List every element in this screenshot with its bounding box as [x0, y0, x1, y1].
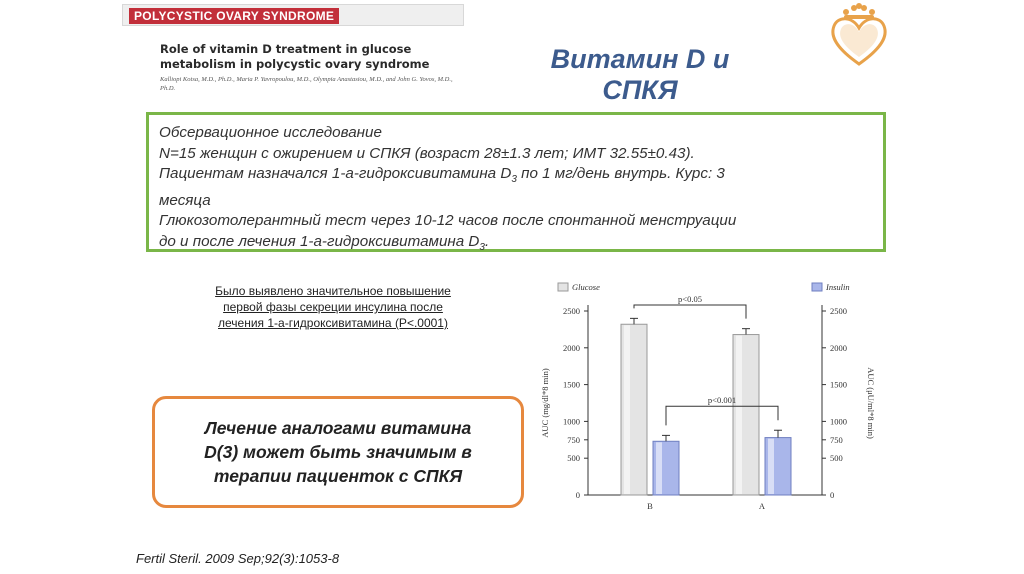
right-tick-label: 0 — [830, 490, 835, 500]
annotation-insulin: p<0.001 — [707, 395, 737, 406]
legend-swatch-insulin — [812, 283, 822, 291]
conclusion-box — [152, 396, 524, 508]
left-tick-label: 0 — [575, 490, 580, 500]
left-tick-label: 500 — [567, 453, 580, 464]
right-tick-label: 1000 — [830, 416, 847, 427]
right-tick-label: 2500 — [830, 306, 847, 316]
category-label: A — [758, 501, 766, 511]
left-tick-label: 2000 — [563, 342, 580, 353]
study-line: до и после лечения 1-а-гидроксивитамина $D_3$. — [159, 232, 490, 253]
left-tick-label: 1500 — [563, 379, 580, 390]
category-label: B — [647, 501, 653, 511]
bar-highlight — [736, 336, 742, 494]
right-tick-label: 1500 — [830, 379, 847, 390]
left-tick-label: 2500 — [563, 306, 580, 316]
study-line: Пациентам назначался 1-а-гидроксивитамина $D_3$ по 1 мг/день внутрь. Курс: 3 — [159, 165, 725, 186]
bar-highlight — [624, 325, 630, 494]
finding-line: лечения 1-а-гидроксивитамина (P<.0001) — [218, 316, 448, 330]
annotation-glucose: p<0.05 — [678, 294, 702, 304]
right-axis-title: AUC (μU/ml*8 min) — [866, 367, 876, 439]
slide-title — [520, 44, 760, 106]
article-title: Role of vitamin D treatment in glucose metabolism in polycystic ovary syndrome — [160, 42, 430, 71]
journal-banner — [122, 4, 464, 26]
slide-title-line2: СПКЯ — [602, 75, 678, 105]
heart-crown-logo-icon — [826, 2, 892, 72]
finding-text — [168, 283, 498, 331]
left-tick-label: 1000 — [563, 416, 580, 427]
bar-highlight — [768, 439, 774, 494]
conclusion-line: терапии пациенток с СПКЯ — [213, 466, 463, 486]
conclusion-line: Лечение аналогами витамина — [204, 418, 472, 438]
chart-svg — [530, 275, 890, 520]
study-line: Глюкозотолерантный тест через 10-12 часов после спонтанной менструации — [159, 212, 737, 230]
study-line: месяца — [159, 191, 211, 209]
legend-swatch-glucose — [558, 283, 568, 291]
right-tick-label: 2000 — [830, 342, 847, 353]
article-authors: Kalliopi Kotsa, M.D., Ph.D., Maria P. Yavropoulou, M.D., Olympia Anastasiou, M.D., and John G. Yovos, M.D., Ph.D. — [160, 76, 453, 92]
right-tick-label: 500 — [830, 453, 843, 464]
legend-label-insulin: Insulin — [826, 282, 850, 292]
auc-bar-chart — [530, 275, 890, 520]
citation: Fertil Steril. 2009 Sep;92(3):1053-8 — [136, 551, 340, 566]
finding-line: Было выявлено значительное повышение — [215, 284, 451, 298]
bracket-glucose — [634, 305, 746, 319]
bar-highlight — [656, 442, 662, 494]
legend-label-glucose: Glucose — [572, 282, 600, 292]
study-line: Обсервационное исследование — [159, 124, 382, 141]
conclusion-line: D(3) может быть значимым в — [204, 442, 472, 462]
study-line: N=15 женщин с ожирением и СПКЯ (возраст 28±1.3 лет; ИМТ 32.55±0.43). — [159, 144, 695, 162]
right-tick-label: 750 — [830, 434, 843, 445]
journal-banner-label: POLYCYSTIC OVARY SYNDROME — [129, 8, 339, 24]
slide-title-line1: Витамин D и — [550, 44, 730, 74]
left-axis-title: AUC (mg/dl*8 min) — [540, 368, 550, 438]
study-description-box — [146, 112, 886, 252]
bracket-insulin — [666, 406, 778, 425]
left-tick-label: 750 — [567, 434, 580, 445]
finding-line: первой фазы секреции инсулина после — [223, 300, 443, 314]
